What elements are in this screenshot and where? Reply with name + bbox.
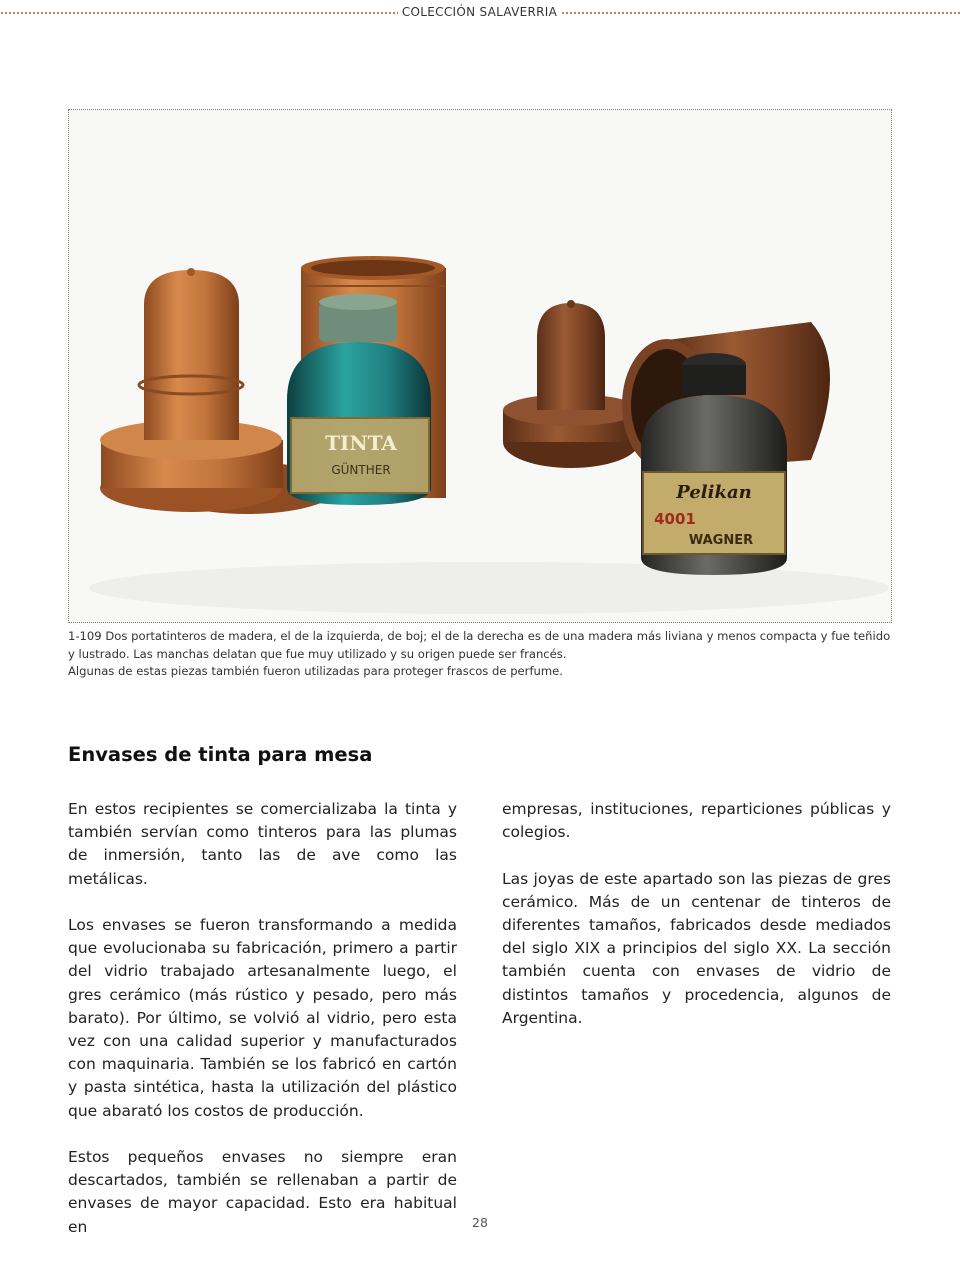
body-paragraph: Los envases se fueron transformando a medida que evolucionaba su fabricación, primero a partir del vidrio trabajado artesanalmente luego, el gres cerámico (más rústico y pesado, pero más barato). Por último, se volvió al vidrio, pero esta vez con una calidad superior y manufacturados con maquinaria. También se los fabricó en cartón y pasta sintética, hasta la utilización del plástico que abarató los costos de producción.: [68, 916, 457, 1120]
bottle-label-right-line3: WAGNER: [688, 533, 754, 548]
header-rule-right: [561, 11, 960, 15]
photo-ink-holders: [68, 109, 892, 623]
text-column-right: [502, 798, 891, 1053]
header-rule-left: [0, 11, 398, 15]
body-paragraph: empresas, instituciones, reparticiones públicas y colegios.: [502, 800, 891, 842]
section-title: Envases de tinta para mesa: [68, 743, 373, 766]
body-paragraph: Estos pequeños envases no siempre eran descartados, también se rellenaban a partir de envases de mayor capacidad. Esto era habitual en: [68, 1148, 457, 1236]
page-number: 28: [472, 1215, 488, 1230]
bottle-label-left-line1: TINTA: [325, 431, 397, 455]
text-column-left: [68, 798, 457, 1262]
figure-caption: [68, 628, 894, 681]
body-paragraph: En estos recipientes se comercializaba la tinta y también servían como tinteros para las plumas de inmersión, tanto las de ave como las metálicas.: [68, 800, 457, 888]
body-paragraph: Las joyas de este apartado son las piezas de gres cerámico. Más de un centenar de tinteros de diferentes tamaños, fabricados desde mediados del siglo XIX a principios del siglo XX. La sección también cuenta con envases de vidrio de distintos tamaños y procedencia, algunos de Argentina.: [502, 869, 891, 1027]
bottle-label-right-line1: Pelikan: [676, 482, 752, 503]
caption-line: Algunas de estas piezas también fueron utilizadas para proteger frascos de perfume.: [68, 664, 563, 678]
bottle-label-left-line2: GÜNTHER: [331, 463, 391, 477]
ink-holders-illustration: [69, 110, 891, 622]
running-header: COLECCIÓN SALAVERRIA: [401, 5, 558, 19]
caption-line: 1-109 Dos portatinteros de madera, el de la izquierda, de boj; el de la derecha es de una madera más liviana y menos compacta y fue teñido y lustrado. Las manchas delatan que fue muy utilizado y su origen puede ser francés.: [68, 629, 891, 661]
bottle-label-right-line2: 4001: [654, 510, 696, 528]
